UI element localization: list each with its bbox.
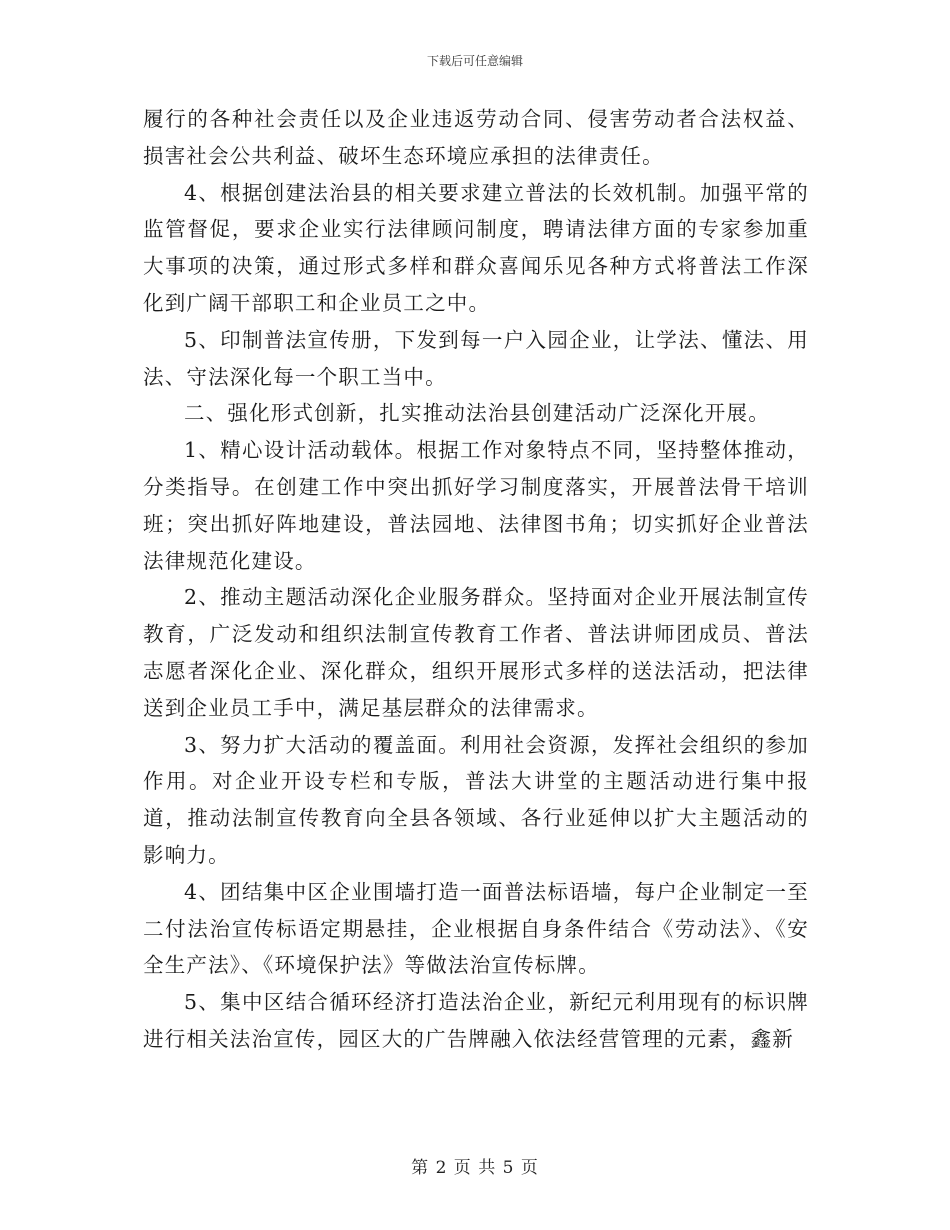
paragraph-5: 1、精心设计活动载体。根据工作对象特点不同，坚持整体推动，分类指导。在创建工作中突出抓好学习制度落实，开展普法骨干培训班；突出抓好阵地建设，普法园地、法律图书角；切实抓好企业普法法律规范化建设。: [143, 438, 809, 573]
paragraph-8: 4、团结集中区企业围墙打造一面普法标语墙，每户企业制定一至二付法治宣传标语定期悬挂，企业根据自身条件结合《劳动法》、《安全生产法》、《环境保护法》等做法治宣传标牌。: [143, 879, 809, 978]
document-body: [143, 101, 809, 1058]
paragraph-2: 4、根据创建法治县的相关要求建立普法的长效机制。加强平常的监管督促，要求企业实行法律顾问制度，聘请法律方面的专家参加重大事项的决策，通过形式多样和群众喜闻乐见各种方式将普法工作深化到广阔干部职工和企业员工之中。: [143, 180, 809, 315]
paragraph-6: 2、推动主题活动深化企业服务群众。坚持面对企业开展法制宣传教育，广泛发动和组织法制宣传教育工作者、普法讲师团成员、普法志愿者深化企业、深化群众，组织开展形式多样的送法活动，把法律送到企业员工手中，满足基层群众的法律需求。: [143, 585, 809, 720]
page-number: 第 2 页 共 5 页: [411, 1158, 539, 1178]
section-heading: 二、强化形式创新，扎实推动法治县创建活动广泛深化开展。: [184, 401, 770, 426]
page-header: 下载后可任意编辑: [426, 54, 523, 68]
paragraph-3: 5、印制普法宣传册，下发到每一户入园企业，让学法、懂法、用法、守法深化每一个职工当中。: [143, 327, 809, 389]
paragraph-7: 3、努力扩大活动的覆盖面。利用社会资源，发挥社会组织的参加作用。对企业开设专栏和专版，普法大讲堂的主题活动进行集中报道，推动法制宣传教育向全县各领域、各行业延伸以扩大主题活动的影响力。: [143, 732, 809, 867]
paragraph-1: 履行的各种社会责任以及企业违返劳动合同、侵害劳动者合法权益、损害社会公共利益、破坏生态环境应承担的法律责任。: [143, 107, 809, 168]
paragraph-9: 5、集中区结合循环经济打造法治企业，新纪元利用现有的标识牌进行相关法治宣传，园区大的广告牌融入依法经营管理的元素，鑫新: [143, 990, 809, 1051]
